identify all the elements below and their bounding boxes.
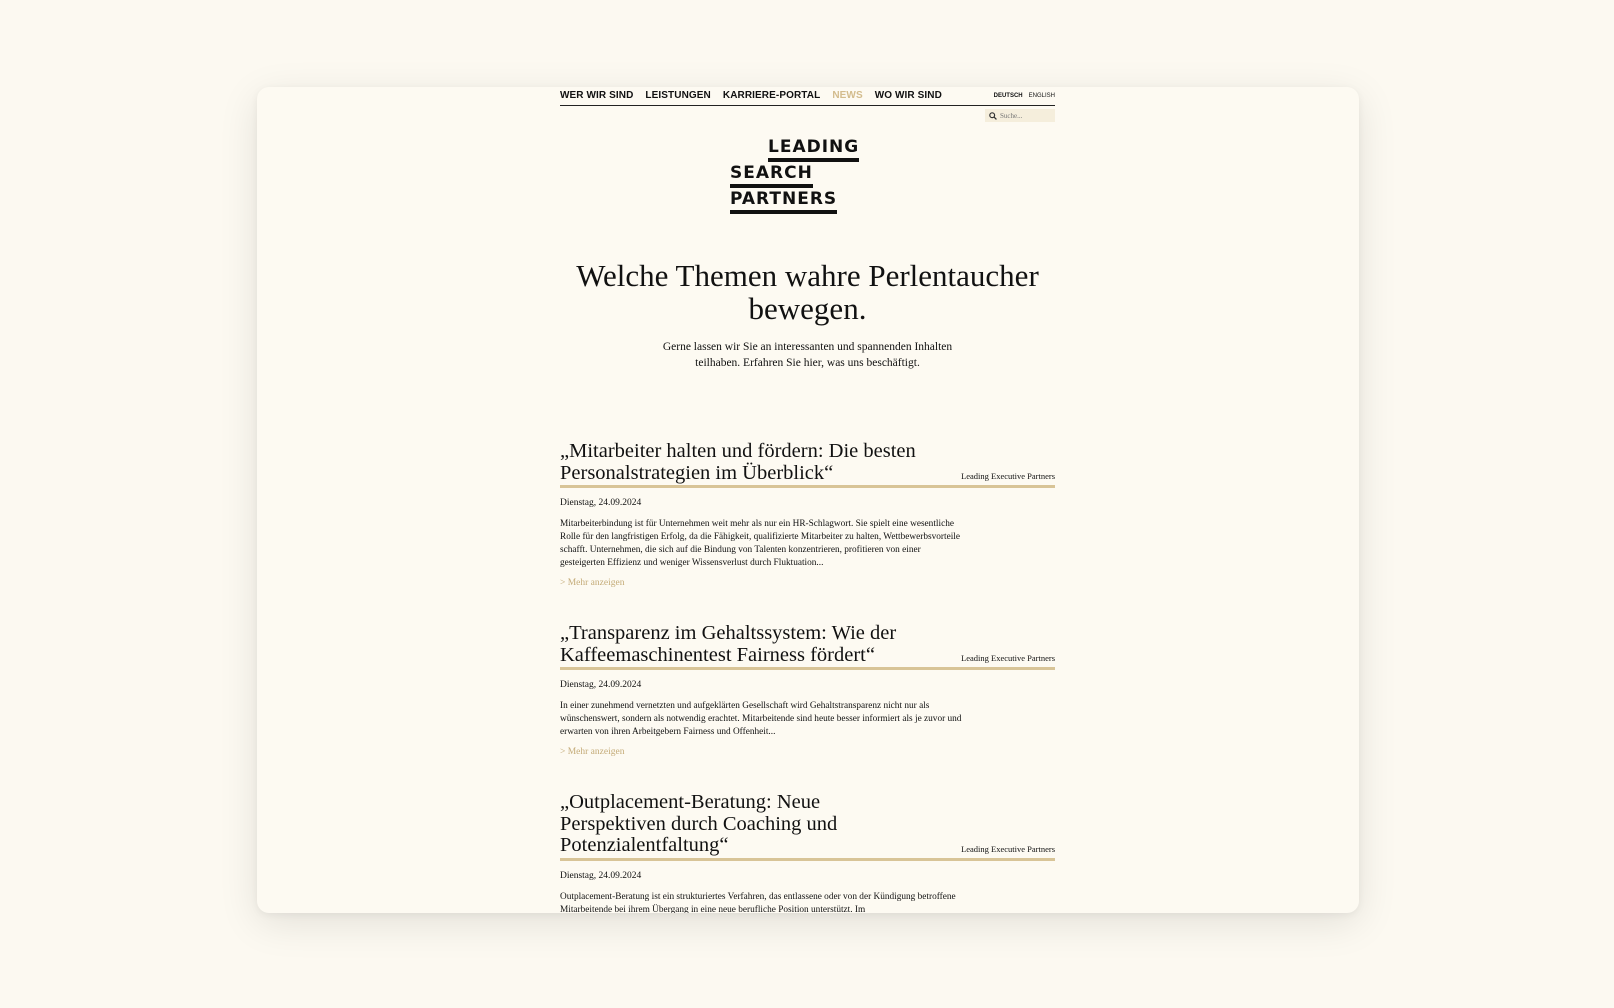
language-english[interactable]: ENGLISH (1028, 93, 1055, 99)
article-header (560, 441, 1055, 488)
logo-word-search: SEARCH (730, 163, 813, 188)
nav-item-leistungen[interactable]: LEISTUNGEN (645, 90, 711, 101)
company-logo[interactable] (730, 137, 870, 217)
page-intro: Gerne lassen wir Sie an interessanten und spannenden Inhalten teilhaben. Erfahren Sie hier, was uns beschäftigt. (662, 341, 953, 369)
article-excerpt: In einer zunehmend vernetzten und aufgeklärten Gesellschaft wird Gehaltstransparenz nicht nur als wünschenswert, sondern als notwendig erachtet. Mitarbeitende sind heute besser informiert als je zuvor und erwarten von ihren Arbeitgebern Fairness und Offenheit... (560, 701, 962, 737)
article-date: Dienstag, 24.09.2024 (560, 870, 642, 881)
page-content (560, 87, 1055, 913)
article-date: Dienstag, 24.09.2024 (560, 498, 642, 508)
article-title[interactable]: „Outplacement-Beratung: Neue Perspektiven durch Coaching und Potenzialentfaltung“ (560, 791, 838, 856)
article-author: Leading Executive Partners (961, 843, 1055, 854)
language-deutsch[interactable]: DEUTSCH (993, 93, 1023, 99)
news-article (560, 441, 1055, 588)
browser-window (257, 87, 1359, 913)
nav-item-news[interactable]: NEWS (832, 90, 863, 101)
page-title: Welche Themen wahre Perlentaucher bewegen. (576, 258, 1039, 326)
top-navigation (560, 87, 1055, 106)
language-switcher (994, 93, 1055, 99)
search-icon (989, 112, 997, 120)
article-title[interactable]: „Mitarbeiter halten und fördern: Die besten Personalstrategien im Überblick“ (560, 440, 916, 484)
article-header (560, 623, 1055, 670)
article-author: Leading Executive Partners (961, 653, 1055, 663)
article-date: Dienstag, 24.09.2024 (560, 680, 642, 690)
article-excerpt: Outplacement-Beratung ist ein strukturiertes Verfahren, das entlassene oder von der Kündigung betroffene Mitarbeitende bei ihrem Übergang in eine neue berufliche Position unterstützt. Im (560, 891, 956, 913)
article-header (560, 792, 1055, 861)
search-box (985, 109, 1055, 122)
main-menu (560, 90, 942, 101)
news-article (560, 623, 1055, 757)
article-title[interactable]: „Transparenz im Gehaltssystem: Wie der Kaffeemaschinentest Fairness fördert“ (560, 622, 897, 666)
logo-word-partners: PARTNERS (730, 189, 837, 214)
article-excerpt: Mitarbeiterbindung ist für Unternehmen weit mehr als nur ein HR-Schlagwort. Sie spielt eine wesentliche Rolle für den langfristigen Erfolg, da die Fähigkeit, qualifizierte Mitarbeiter zu halten, Wettbewerbsvorteile schafft. Unternehmen, die sich auf die Bindung von Talenten konzentrieren, profitieren von einer gesteigerten Effizienz und weniger Wissensverlust durch Fluktuation... (560, 519, 961, 568)
show-more-link[interactable]: > Mehr anzeigen (560, 747, 625, 757)
article-author: Leading Executive Partners (961, 471, 1055, 481)
nav-item-wo-wir-sind[interactable]: WO WIR SIND (874, 90, 942, 101)
nav-item-wer-wir-sind[interactable]: WER WIR SIND (560, 90, 634, 101)
logo-word-leading: LEADING (768, 137, 859, 162)
nav-item-karriere-portal[interactable]: KARRIERE-PORTAL (722, 90, 821, 101)
search-input[interactable] (997, 112, 1052, 120)
show-more-link[interactable]: > Mehr anzeigen (560, 578, 625, 588)
news-article (560, 792, 1055, 913)
